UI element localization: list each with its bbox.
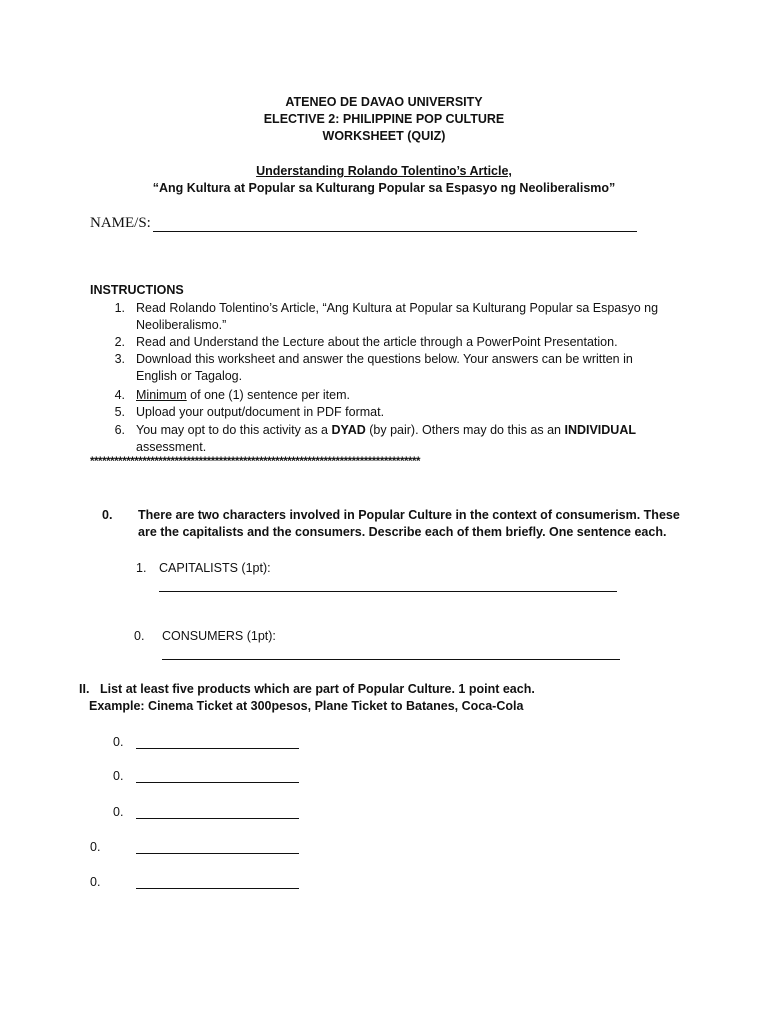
list-item-number: 0. <box>113 735 124 749</box>
product-answer-line[interactable] <box>136 818 299 819</box>
minimum-emphasis: Minimum <box>136 388 187 402</box>
university-name: ATENEO DE DAVAO UNIVERSITY <box>285 95 483 109</box>
instructions-heading: INSTRUCTIONS <box>90 283 184 297</box>
asterisk-divider: ********************************************************************************** <box>90 456 421 468</box>
sub-question-number: 0. <box>134 629 145 643</box>
document-type: WORKSHEET (QUIZ) <box>322 129 446 143</box>
question-text: There are two characters involved in Popular Culture in the context of consumerism. These <box>138 508 680 522</box>
instruction-text <box>136 423 636 437</box>
consumers-label: CONSUMERS (1pt): <box>162 629 276 643</box>
instruction-text: English or Tagalog. <box>136 369 243 383</box>
list-item-number: 0. <box>113 805 124 819</box>
instruction-text-pre: You may opt to do this activity as a <box>136 423 332 437</box>
product-answer-line[interactable] <box>136 782 299 783</box>
product-answer-line[interactable] <box>136 888 299 889</box>
instruction-number: 3. <box>114 352 125 366</box>
subtitle-line-1: Understanding Rolando Tolentino’s Article, <box>256 164 512 178</box>
consumers-answer-line[interactable] <box>162 659 620 660</box>
instruction-number: 5. <box>114 405 125 419</box>
question-text: List at least five products which are part of Popular Culture. 1 point each. <box>100 682 535 696</box>
question-text: are the capitalists and the consumers. Describe each of them briefly. One sentence each. <box>138 525 667 539</box>
instruction-number: 2. <box>114 335 125 349</box>
list-item-number: 0. <box>90 840 101 854</box>
instruction-number: 1. <box>114 301 125 315</box>
product-answer-line[interactable] <box>136 748 299 749</box>
instruction-text: Read Rolando Tolentino’s Article, “Ang Kultura at Popular sa Kulturang Popular sa Espasyo ng <box>136 301 659 315</box>
instruction-text <box>136 388 350 402</box>
instruction-text: Upload your output/document in PDF format. <box>136 405 385 419</box>
question-number: II. <box>79 682 90 696</box>
sub-question-number: 1. <box>136 561 147 575</box>
instruction-text: Neoliberalismo.” <box>136 318 227 332</box>
course-title: ELECTIVE 2: PHILIPPINE POP CULTURE <box>263 112 505 126</box>
question-example: Example: Cinema Ticket at 300pesos, Plane Ticket to Batanes, Coca-Cola <box>89 699 524 713</box>
instruction-text: assessment. <box>136 440 207 454</box>
instruction-text-rest: of one (1) sentence per item. <box>186 388 350 402</box>
name-input-line[interactable] <box>153 231 637 232</box>
name-label: NAME/S: <box>90 215 151 231</box>
list-item-number: 0. <box>90 875 101 889</box>
list-item-number: 0. <box>113 769 124 783</box>
subtitle-line-2: “Ang Kultura at Popular sa Kulturang Popular sa Espasyo ng Neoliberalismo” <box>152 181 616 195</box>
instruction-number: 4. <box>114 388 125 402</box>
instruction-text: Read and Understand the Lecture about the article through a PowerPoint Presentation. <box>136 335 618 349</box>
dyad-emphasis: DYAD <box>331 423 366 437</box>
capitalists-label: CAPITALISTS (1pt): <box>159 561 271 575</box>
instruction-text: Download this worksheet and answer the questions below. Your answers can be written in <box>136 352 633 366</box>
question-number: 0. <box>102 508 113 522</box>
instruction-text-mid: (by pair). Others may do this as an <box>365 423 565 437</box>
capitalists-answer-line[interactable] <box>159 591 617 592</box>
product-answer-line[interactable] <box>136 853 299 854</box>
instruction-number: 6. <box>114 423 125 437</box>
individual-emphasis: INDIVIDUAL <box>564 423 636 437</box>
